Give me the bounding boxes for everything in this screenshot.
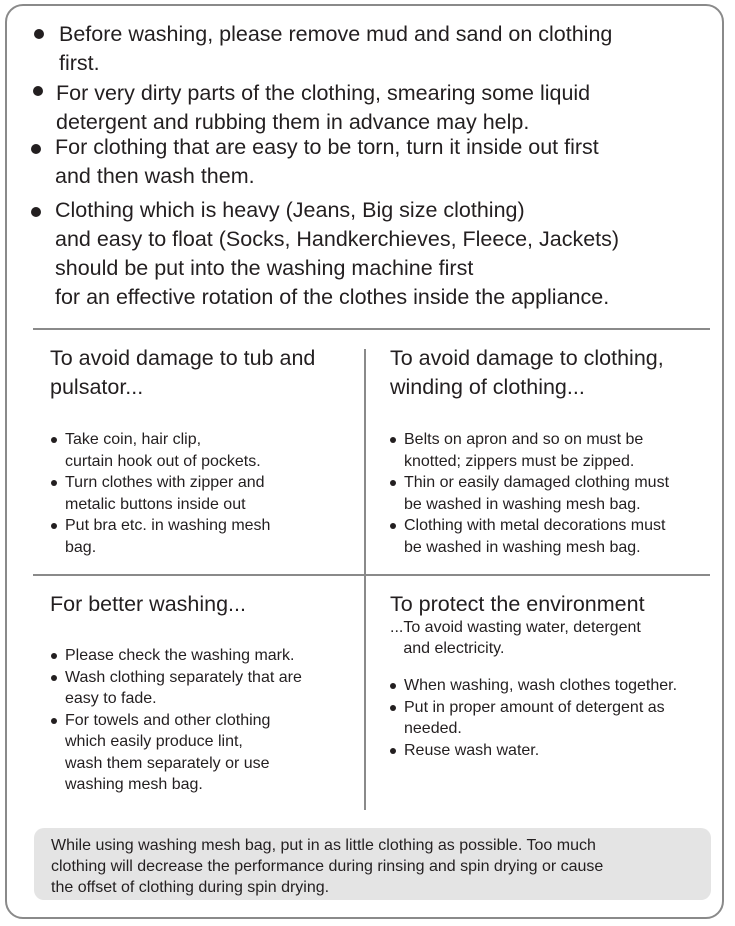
bullet-dot-icon xyxy=(390,748,396,754)
bullet-dot-icon xyxy=(31,207,41,217)
section-list xyxy=(49,429,270,558)
divider-vertical xyxy=(364,349,366,810)
bullet-line: for an effective rotation of the clothes inside the appliance. xyxy=(55,285,610,309)
list-item: Reuse wash water. xyxy=(388,740,677,762)
bullet-dot-icon xyxy=(51,718,57,724)
list-item: Please check the washing mark. xyxy=(49,645,302,667)
bullet-line: Before washing, please remove mud and sand on clothing xyxy=(59,22,613,46)
section-subtitle: and electricity. xyxy=(390,640,505,657)
bullet-line: For very dirty parts of the clothing, smearing some liquid xyxy=(56,81,591,105)
list-item: Wash clothing separately that are easy to fade. xyxy=(49,667,302,710)
bullet-dot-icon xyxy=(390,705,396,711)
list-item: Turn clothes with zipper and metalic buttons inside out xyxy=(49,472,270,515)
bullet-line: detergent and rubbing them in advance may help. xyxy=(56,110,530,134)
bullet-dot-icon xyxy=(51,653,57,659)
note-line: clothing will decrease the performance during rinsing and spin drying or cause xyxy=(51,858,604,875)
bullet-dot-icon xyxy=(390,437,396,443)
section-title: To avoid damage to clothing, xyxy=(390,346,664,370)
section-title: winding of clothing... xyxy=(390,375,585,399)
bullet-dot-icon xyxy=(51,675,57,681)
section-title: To avoid damage to tub and xyxy=(50,346,316,370)
list-item: Put bra etc. in washing mesh bag. xyxy=(49,515,270,558)
section-title: pulsator... xyxy=(50,375,144,399)
section-title: To protect the environment xyxy=(390,592,645,616)
section-title: For better washing... xyxy=(50,592,246,616)
bullet-dot-icon xyxy=(390,480,396,486)
bullet-line: and then wash them. xyxy=(55,164,255,188)
bullet-line: first. xyxy=(59,51,100,75)
bullet-dot-icon xyxy=(390,683,396,689)
list-item: Thin or easily damaged clothing must be washed in washing mesh bag. xyxy=(388,472,669,515)
divider-top xyxy=(33,328,710,330)
bullet-dot-icon xyxy=(34,29,44,39)
bullet-dot-icon xyxy=(390,523,396,529)
section-subtitle: ...To avoid wasting water, detergent xyxy=(390,619,641,636)
list-item: For towels and other clothing which easily produce lint, wash them separately or use washing mesh bag. xyxy=(49,710,302,796)
bullet-dot-icon xyxy=(31,144,41,154)
note-line: While using washing mesh bag, put in as little clothing as possible. Too much xyxy=(51,837,596,854)
bullet-line: and easy to float (Socks, Handkerchieves, Fleece, Jackets) xyxy=(55,227,620,251)
bullet-line: should be put into the washing machine first xyxy=(55,256,474,280)
bullet-dot-icon xyxy=(51,523,57,529)
section-list xyxy=(388,675,677,761)
list-item: Belts on apron and so on must be knotted; zippers must be zipped. xyxy=(388,429,669,472)
bullet-dot-icon xyxy=(51,437,57,443)
divider-middle xyxy=(33,574,710,576)
bullet-line: Clothing which is heavy (Jeans, Big size clothing) xyxy=(55,198,525,222)
list-item: Put in proper amount of detergent as needed. xyxy=(388,697,677,740)
bullet-dot-icon xyxy=(51,480,57,486)
section-list xyxy=(49,645,302,796)
list-item: Clothing with metal decorations must be washed in washing mesh bag. xyxy=(388,515,669,558)
note-line: the offset of clothing during spin drying. xyxy=(51,879,330,896)
list-item: When washing, wash clothes together. xyxy=(388,675,677,697)
bullet-line: For clothing that are easy to be torn, turn it inside out first xyxy=(55,135,599,159)
list-item: Take coin, hair clip, curtain hook out of pockets. xyxy=(49,429,270,472)
section-list xyxy=(388,429,669,558)
bullet-dot-icon xyxy=(33,86,43,96)
